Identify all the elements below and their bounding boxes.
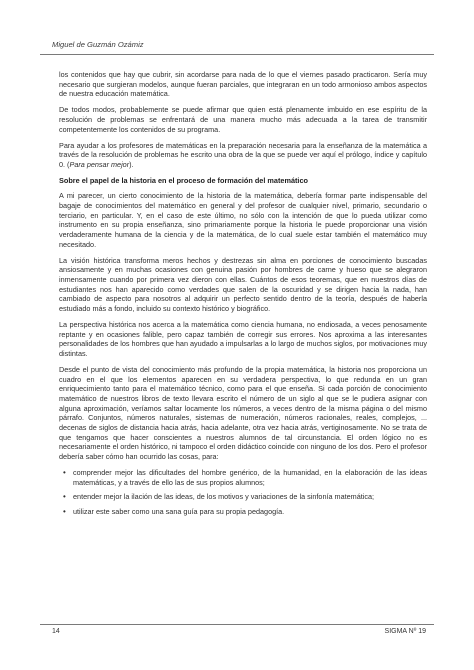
paragraph-3-end: ). <box>129 160 134 170</box>
article-body <box>59 70 427 522</box>
paragraph-5: La visión histórica transforma meros hechos y destrezas sin alma en porciones de conocimiento buscadas ansiosamente y en muchas ocasiones con genuina pasión por hombres de carne y hueso que se alegraron inmensamente cuando por primera vez dieron con ellas. Cuántos de esos teoremas, que en nuestros días de estudiantes nos han aparecido como verdades que salen de la oscuridad y se dirigen hacia la nada, han cambiado de aspecto para nosotros al adquirir un perfecto sentido dentro de la teoría, después de haberla estudiado más a fondo, incluido su contexto histórico y biográfico. <box>59 255 427 313</box>
bullet-icon: • <box>63 467 66 477</box>
header-rule <box>40 54 434 55</box>
list-item <box>59 468 427 487</box>
bullet-list <box>59 468 427 517</box>
paragraph-2: De todos modos, probablemente se puede afirmar que quien está plenamente imbuido en ese espíritu de la resolución de problemas se enfrentará de una manera mucho más adecuada a la tarea de transmitir competentemente los contenidos de su programa. <box>59 105 427 134</box>
bullet-icon: • <box>63 492 66 502</box>
list-item-text: comprender mejor las dificultades del hombre genérico, de la humanidad, en la elaboración de las ideas matemáticas, y a través de ello las de sus propios alumnos; <box>73 467 427 487</box>
paragraph-6: La perspectiva histórica nos acerca a la matemática como ciencia humana, no endiosada, a veces penosamente reptante y en ocasiones falible, pero capaz también de corregir sus errores. Nos aproxima a las interesantes personalidades de los hombres que han ayudado a impulsarlas a lo largo de muchos siglos, por motivaciones muy distintas. <box>59 319 427 358</box>
footer-rule <box>40 624 434 625</box>
running-header-author: Miguel de Guzmán Ozámiz <box>52 40 144 49</box>
paragraph-3-text: Para ayudar a los profesores de matemáticas en la preparación necesaria para la enseñanza de la matemática a través de la resolución de problemas he escrito una obra de la que se puede ver aquí el prólogo, índice y capítulo 0. ( <box>59 140 427 170</box>
paragraph-4: A mi parecer, un cierto conocimiento de la historia de la matemática, debería formar parte indispensable del bagaje de conocimientos del matemático en general y del profesor de cualquier nivel, primario, secundario o terciario, en particular. Y, en el caso de este último, no sólo con la intención de que lo pueda utilizar como instrumento en su propia enseñanza, sino primariamente porque la historia le puede proporcionar una visión verdaderamente humana de la ciencia y de la matemática, de lo cual suele estar también el matemático muy necesitado. <box>59 191 427 249</box>
list-item <box>59 507 427 517</box>
journal-issue: SIGMA Nº 19 <box>384 628 426 635</box>
bullet-icon: • <box>63 507 66 517</box>
page-header <box>0 0 474 58</box>
page-number: 14 <box>52 628 60 635</box>
section-heading: Sobre el papel de la historia en el proceso de formación del matemático <box>59 176 308 186</box>
paragraph-1: los contenidos que hay que cubrir, sin acordarse para nada de lo que el viernes pasado practicaron. Sería muy necesario que surgieran modelos, aunque fueran parciales, que integraran en un todo armonioso ambos aspectos de nuestra educación matemática. <box>59 70 427 99</box>
book-title-reference: Para pensar mejor <box>69 160 130 170</box>
list-item <box>59 492 427 502</box>
paragraph-7: Desde el punto de vista del conocimiento más profundo de la propia matemática, la historia nos proporciona un cuadro en el que los elementos aparecen en su verdadera perspectiva, lo que redunda en un gran enriquecimiento tanto para el matemático técnico, como para el que enseña. Si cada porción de conocimiento matemático de nuestros libros de texto llevara escrito el número de un siglo al que se le pudiera asignar con alguna aproximación, veríamos saltar locamente los números, a veces dentro de la misma página o del mismo párrafo. Conjuntos, números naturales, sistemas de numeración, números racionales, reales, complejos, ... decenas de siglos de distancia hacia atrás, hacia adelante, otra vez hacia atrás, vertiginosamente. No se trata de que tengamos que hacer conscientes a nuestros alumnos de tal circunstancia. El orden lógico no es necesariamente el orden histórico, ni tampoco el orden didáctico coincide con ninguno de los dos. Pero el profesor debería saber cómo han ocurrido las cosas, para: <box>59 364 427 461</box>
paragraph-3 <box>59 141 427 170</box>
list-item-text: entender mejor la ilación de las ideas, de los motivos y variaciones de la sinfonía matemática; <box>73 492 375 502</box>
list-item-text: utilizar este saber como una sana guía para su propia pedagogía. <box>73 507 285 517</box>
